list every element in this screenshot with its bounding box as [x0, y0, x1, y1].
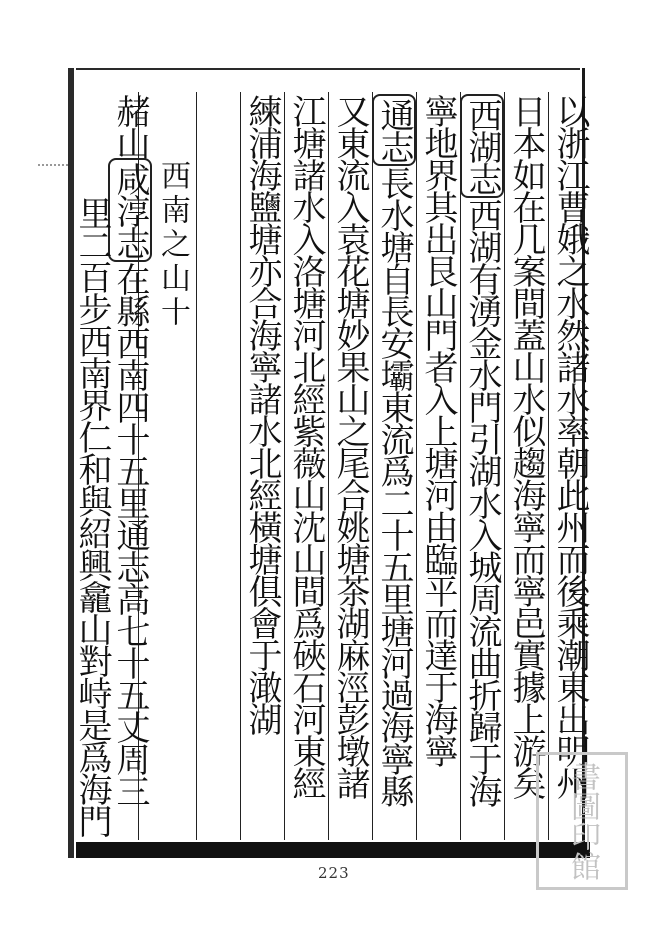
source-citation: 通志: [372, 94, 416, 166]
column-rule: [460, 92, 461, 840]
text-column-3: [462, 94, 502, 806]
column-rule: [372, 92, 373, 840]
column-text: 江塘諸水入洛塘河北經紫薇山沈山間爲硤石河東經: [286, 94, 326, 798]
text-column-2: [506, 94, 546, 798]
column-text: 練浦海鹽塘亦合海寧諸水北經橫塘俱會于澉湖: [242, 94, 282, 734]
column-rule: [284, 92, 285, 840]
margin-scribble: [38, 152, 68, 166]
text-column-1: [550, 94, 590, 798]
column-text: 又東流入袁花塘妙果山之尾合姚塘茶湖麻涇彭墩諸: [330, 94, 370, 798]
column-text: 里二百步西南界仁和與紹興龕山對峙是爲海門: [72, 196, 112, 836]
text-column-11: [72, 196, 112, 836]
column-text: 以浙江曹娥之水然諸水率朝此州而後乘潮東出明州: [550, 94, 590, 798]
text-column-8: [242, 94, 282, 734]
text-column-5: [374, 94, 414, 806]
library-seal: 書圖印館: [536, 752, 628, 890]
entry-title: 赭山: [110, 94, 150, 158]
column-rule: [196, 92, 197, 840]
column-rule: [416, 92, 417, 840]
frame-top-border: [76, 68, 580, 70]
column-text: 西湖有湧金水門引湖水入城周流曲折歸于海: [462, 198, 502, 806]
frame-bottom-border: [76, 842, 590, 858]
column-rule: [328, 92, 329, 840]
source-citation: 西湖志: [460, 94, 504, 198]
text-column-10: [110, 94, 150, 806]
column-text: 長水塘自長安壩東流爲二十五里塘河過海寧縣: [374, 166, 414, 806]
page-number: 223: [318, 864, 350, 882]
column-text: 日本如在几案間蓋山水似趨海寧而寧邑實據上游矣: [506, 94, 546, 798]
heading-text: 西南之山十: [155, 160, 190, 330]
source-citation: 咸淳志: [108, 158, 152, 262]
column-text: 寧地界其出艮山門者入上塘河由臨平而達于海寧: [418, 94, 458, 766]
column-rule: [548, 92, 549, 840]
section-heading: [152, 160, 192, 330]
text-column-6: [330, 94, 370, 798]
column-text: 在縣西南四十五里通志高七十五丈周三: [110, 262, 150, 806]
text-column-4: [418, 94, 458, 766]
text-column-7: [286, 94, 326, 798]
column-rule: [240, 92, 241, 840]
column-rule: [504, 92, 505, 840]
